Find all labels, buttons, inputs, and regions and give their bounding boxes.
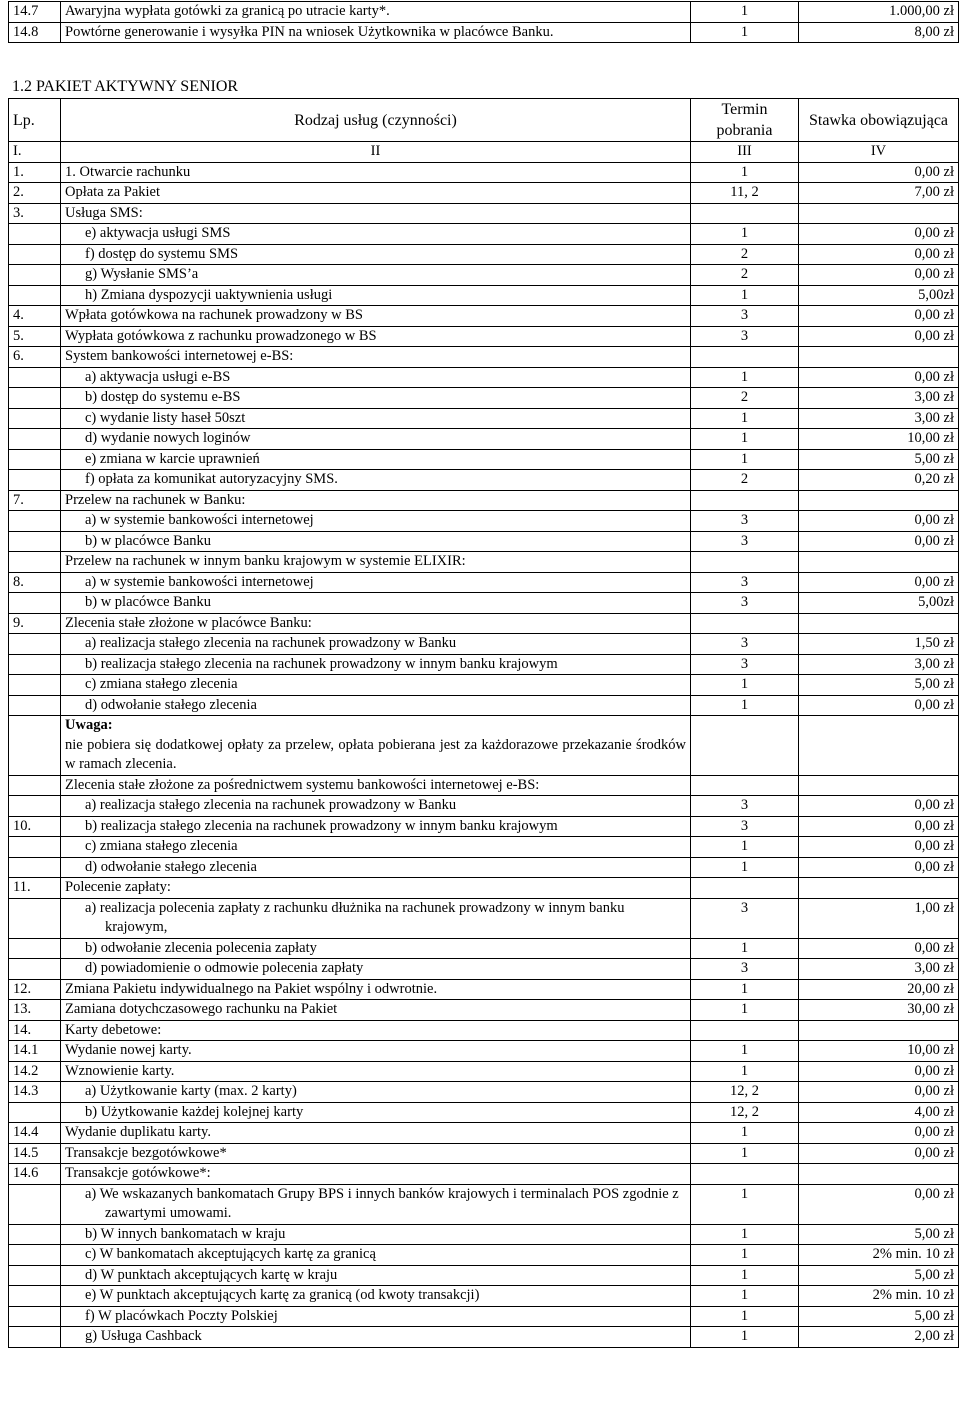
row-lp bbox=[9, 388, 61, 409]
table-row bbox=[9, 1041, 959, 1062]
note-row bbox=[9, 716, 959, 776]
row-lp bbox=[9, 1102, 61, 1123]
row-lp bbox=[9, 716, 61, 776]
row-rate: 0,00 zł bbox=[799, 162, 959, 183]
row-term: 1 bbox=[691, 979, 799, 1000]
table-row bbox=[9, 1020, 959, 1041]
row-lp bbox=[9, 675, 61, 696]
row-rate bbox=[799, 613, 959, 634]
table-row bbox=[9, 1245, 959, 1266]
row-service: g) Usługa Cashback bbox=[61, 1327, 691, 1348]
row-lp bbox=[9, 429, 61, 450]
row-term: 1 bbox=[691, 1327, 799, 1348]
row-service: Wznowienie karty. bbox=[61, 1061, 691, 1082]
row-lp bbox=[9, 1286, 61, 1307]
row-rate bbox=[799, 1164, 959, 1185]
row-rate: 30,00 zł bbox=[799, 1000, 959, 1021]
row-lp: 14.8 bbox=[9, 22, 61, 43]
row-service: Zlecenia stałe złożone w placówce Banku: bbox=[61, 613, 691, 634]
row-rate: 0,00 zł bbox=[799, 224, 959, 245]
row-lp bbox=[9, 367, 61, 388]
row-rate: 0,00 zł bbox=[799, 1061, 959, 1082]
header-rate: Stawka obowiązująca bbox=[799, 99, 959, 142]
table-row bbox=[9, 285, 959, 306]
row-lp: 8. bbox=[9, 572, 61, 593]
row-term: 2 bbox=[691, 470, 799, 491]
row-term bbox=[691, 613, 799, 634]
row-rate bbox=[799, 1020, 959, 1041]
row-service: Transakcje gotówkowe*: bbox=[61, 1164, 691, 1185]
row-service: f) dostęp do systemu SMS bbox=[61, 244, 691, 265]
row-rate: 0,00 zł bbox=[799, 1123, 959, 1144]
row-service: b) dostęp do systemu e-BS bbox=[61, 388, 691, 409]
row-rate: 3,00 zł bbox=[799, 408, 959, 429]
table-row bbox=[9, 1000, 959, 1021]
row-lp: 3. bbox=[9, 203, 61, 224]
row-term bbox=[691, 347, 799, 368]
row-service: d) odwołanie stałego zlecenia bbox=[61, 857, 691, 878]
row-service: b) Użytkowanie każdej kolejnej karty bbox=[61, 1102, 691, 1123]
row-term: 1 bbox=[691, 1123, 799, 1144]
row-rate: 5,00 zł bbox=[799, 1224, 959, 1245]
row-lp bbox=[9, 265, 61, 286]
row-lp bbox=[9, 244, 61, 265]
row-term: 1 bbox=[691, 675, 799, 696]
row-term: 3 bbox=[691, 572, 799, 593]
row-rate: 0,00 zł bbox=[799, 531, 959, 552]
row-rate: 1.000,00 zł bbox=[799, 2, 959, 23]
table-row bbox=[9, 1265, 959, 1286]
header-service: Rodzaj usług (czynności) bbox=[61, 99, 691, 142]
table-row bbox=[9, 837, 959, 858]
row-term: 1 bbox=[691, 938, 799, 959]
table-row bbox=[9, 2, 959, 23]
table-row bbox=[9, 1164, 959, 1185]
row-rate: 5,00 zł bbox=[799, 1306, 959, 1327]
table-row bbox=[9, 203, 959, 224]
row-term: 1 bbox=[691, 224, 799, 245]
row-term: 3 bbox=[691, 326, 799, 347]
row-rate: 4,00 zł bbox=[799, 1102, 959, 1123]
table-row bbox=[9, 593, 959, 614]
table-row bbox=[9, 1306, 959, 1327]
row-lp bbox=[9, 1184, 61, 1224]
header-term: Termin pobrania bbox=[691, 99, 799, 142]
row-service: b) W innych bankomatach w kraju bbox=[61, 1224, 691, 1245]
row-lp: 2. bbox=[9, 183, 61, 204]
table-row bbox=[9, 695, 959, 716]
row-service: Przelew na rachunek w innym banku krajowym w systemie ELIXIR: bbox=[61, 552, 691, 573]
table-row bbox=[9, 224, 959, 245]
row-rate: 5,00zł bbox=[799, 593, 959, 614]
row-service: b) realizacja stałego zlecenia na rachunek prowadzony w innym banku krajowym bbox=[61, 654, 691, 675]
row-term: 3 bbox=[691, 959, 799, 980]
row-lp bbox=[9, 470, 61, 491]
row-term bbox=[691, 716, 799, 776]
table-row bbox=[9, 654, 959, 675]
row-rate bbox=[799, 347, 959, 368]
row-lp bbox=[9, 224, 61, 245]
row-service: Zmiana Pakietu indywidualnego na Pakiet wspólny i odwrotnie. bbox=[61, 979, 691, 1000]
row-rate: 0,20 zł bbox=[799, 470, 959, 491]
row-rate bbox=[799, 775, 959, 796]
table-row bbox=[9, 470, 959, 491]
table-row bbox=[9, 613, 959, 634]
row-lp: 4. bbox=[9, 306, 61, 327]
row-rate bbox=[799, 878, 959, 899]
table-row bbox=[9, 162, 959, 183]
row-service: f) W placówkach Poczty Polskiej bbox=[61, 1306, 691, 1327]
table-row bbox=[9, 979, 959, 1000]
row-rate: 2% min. 10 zł bbox=[799, 1245, 959, 1266]
row-lp bbox=[9, 775, 61, 796]
row-service: c) zmiana stałego zlecenia bbox=[61, 675, 691, 696]
table-row bbox=[9, 490, 959, 511]
row-rate: 0,00 zł bbox=[799, 1082, 959, 1103]
table-row bbox=[9, 449, 959, 470]
row-term: 1 bbox=[691, 2, 799, 23]
row-lp: 6. bbox=[9, 347, 61, 368]
row-lp: 5. bbox=[9, 326, 61, 347]
row-lp bbox=[9, 654, 61, 675]
table-row bbox=[9, 511, 959, 532]
top-fee-table bbox=[8, 1, 959, 43]
row-lp bbox=[9, 938, 61, 959]
row-lp bbox=[9, 857, 61, 878]
row-lp bbox=[9, 593, 61, 614]
row-service: Zlecenia stałe złożone za pośrednictwem systemu bankowości internetowej e-BS: bbox=[61, 775, 691, 796]
row-term bbox=[691, 878, 799, 899]
row-service: c) zmiana stałego zlecenia bbox=[61, 837, 691, 858]
row-term: 1 bbox=[691, 162, 799, 183]
row-term: 1 bbox=[691, 449, 799, 470]
row-service: e) zmiana w karcie uprawnień bbox=[61, 449, 691, 470]
row-service: c) W bankomatach akceptujących kartę za granicą bbox=[61, 1245, 691, 1266]
table-row bbox=[9, 265, 959, 286]
table-row bbox=[9, 244, 959, 265]
table-row bbox=[9, 1327, 959, 1348]
table-row bbox=[9, 675, 959, 696]
row-rate: 1,00 zł bbox=[799, 898, 959, 938]
row-lp bbox=[9, 449, 61, 470]
row-service: e) W punktach akceptujących kartę za granicą (od kwoty transakcji) bbox=[61, 1286, 691, 1307]
row-service: a) w systemie bankowości internetowej bbox=[61, 511, 691, 532]
row-rate: 0,00 zł bbox=[799, 572, 959, 593]
roman-1: I. bbox=[9, 142, 61, 163]
row-service: Zamiana dotychczasowego rachunku na Pakiet bbox=[61, 1000, 691, 1021]
row-term: 1 bbox=[691, 695, 799, 716]
row-term: 3 bbox=[691, 306, 799, 327]
row-lp: 14.1 bbox=[9, 1041, 61, 1062]
row-term: 1 bbox=[691, 1245, 799, 1266]
row-lp bbox=[9, 898, 61, 938]
row-lp: 11. bbox=[9, 878, 61, 899]
table-row bbox=[9, 775, 959, 796]
row-rate: 0,00 zł bbox=[799, 837, 959, 858]
row-service: b) odwołanie zlecenia polecenia zapłaty bbox=[61, 938, 691, 959]
row-rate: 3,00 zł bbox=[799, 959, 959, 980]
table-row bbox=[9, 938, 959, 959]
table-row bbox=[9, 326, 959, 347]
row-term: 3 bbox=[691, 898, 799, 938]
row-service: d) powiadomienie o odmowie polecenia zapłaty bbox=[61, 959, 691, 980]
table-row bbox=[9, 816, 959, 837]
table-row bbox=[9, 22, 959, 43]
row-term: 1 bbox=[691, 1306, 799, 1327]
row-term: 1 bbox=[691, 408, 799, 429]
roman-2: II bbox=[61, 142, 691, 163]
row-lp: 14. bbox=[9, 1020, 61, 1041]
row-term: 1 bbox=[691, 1184, 799, 1224]
row-term: 11, 2 bbox=[691, 183, 799, 204]
row-term: 1 bbox=[691, 1286, 799, 1307]
row-service: Wydanie duplikatu karty. bbox=[61, 1123, 691, 1144]
row-service: Polecenie zapłaty: bbox=[61, 878, 691, 899]
row-rate bbox=[799, 552, 959, 573]
row-service: c) wydanie listy haseł 50szt bbox=[61, 408, 691, 429]
table-row bbox=[9, 878, 959, 899]
table-row bbox=[9, 1061, 959, 1082]
row-rate: 1,50 zł bbox=[799, 634, 959, 655]
row-lp: 14.3 bbox=[9, 1082, 61, 1103]
row-term: 1 bbox=[691, 1224, 799, 1245]
row-lp bbox=[9, 634, 61, 655]
row-rate: 5,00zł bbox=[799, 285, 959, 306]
row-lp bbox=[9, 796, 61, 817]
table-header-row bbox=[9, 99, 959, 142]
row-service: a) We wskazanych bankomatach Grupy BPS i innych banków krajowych i terminalach POS zgodnie z zawartymi umowami. bbox=[61, 1184, 691, 1224]
row-lp: 10. bbox=[9, 816, 61, 837]
row-term bbox=[691, 1164, 799, 1185]
row-service: h) Zmiana dyspozycji uaktywnienia usługi bbox=[61, 285, 691, 306]
row-term: 2 bbox=[691, 265, 799, 286]
table-row bbox=[9, 796, 959, 817]
row-rate: 8,00 zł bbox=[799, 22, 959, 43]
table-row bbox=[9, 572, 959, 593]
row-term: 1 bbox=[691, 1000, 799, 1021]
row-service: a) realizacja polecenia zapłaty z rachunku dłużnika na rachunek prowadzony w innym banku krajowym, bbox=[61, 898, 691, 938]
row-term: 12, 2 bbox=[691, 1102, 799, 1123]
row-term bbox=[691, 1020, 799, 1041]
row-term: 1 bbox=[691, 22, 799, 43]
table-row bbox=[9, 1286, 959, 1307]
row-term: 3 bbox=[691, 654, 799, 675]
row-service: a) aktywacja usługi e-BS bbox=[61, 367, 691, 388]
row-lp bbox=[9, 531, 61, 552]
row-lp bbox=[9, 837, 61, 858]
row-service: 1. Otwarcie rachunku bbox=[61, 162, 691, 183]
row-term: 2 bbox=[691, 244, 799, 265]
row-service: b) w placówce Banku bbox=[61, 593, 691, 614]
row-rate: 3,00 zł bbox=[799, 388, 959, 409]
row-lp: 13. bbox=[9, 1000, 61, 1021]
row-lp: 14.4 bbox=[9, 1123, 61, 1144]
row-rate: 0,00 zł bbox=[799, 511, 959, 532]
row-rate: 0,00 zł bbox=[799, 367, 959, 388]
row-rate: 10,00 zł bbox=[799, 429, 959, 450]
row-term: 1 bbox=[691, 367, 799, 388]
row-service: Opłata za Pakiet bbox=[61, 183, 691, 204]
row-rate: 0,00 zł bbox=[799, 244, 959, 265]
row-service: Karty debetowe: bbox=[61, 1020, 691, 1041]
table-row bbox=[9, 959, 959, 980]
table-row bbox=[9, 367, 959, 388]
row-lp: 7. bbox=[9, 490, 61, 511]
table-row bbox=[9, 429, 959, 450]
roman-3: III bbox=[691, 142, 799, 163]
row-term: 2 bbox=[691, 388, 799, 409]
row-term bbox=[691, 775, 799, 796]
row-lp bbox=[9, 408, 61, 429]
table-row bbox=[9, 1123, 959, 1144]
row-service: g) Wysłanie SMS’a bbox=[61, 265, 691, 286]
row-rate bbox=[799, 490, 959, 511]
table-row bbox=[9, 857, 959, 878]
row-service: f) opłata za komunikat autoryzacyjny SMS. bbox=[61, 470, 691, 491]
row-rate: 20,00 zł bbox=[799, 979, 959, 1000]
row-service: Awaryjna wypłata gotówki za granicą po utracie karty*. bbox=[61, 2, 691, 23]
roman-row bbox=[9, 142, 959, 163]
row-term: 3 bbox=[691, 816, 799, 837]
row-rate: 2% min. 10 zł bbox=[799, 1286, 959, 1307]
row-service: a) Użytkowanie karty (max. 2 karty) bbox=[61, 1082, 691, 1103]
table-row bbox=[9, 552, 959, 573]
row-service: Powtórne generowanie i wysyłka PIN na wniosek Użytkownika w placówce Banku. bbox=[61, 22, 691, 43]
row-term: 1 bbox=[691, 857, 799, 878]
row-rate: 3,00 zł bbox=[799, 654, 959, 675]
row-lp bbox=[9, 1327, 61, 1348]
row-rate: 10,00 zł bbox=[799, 1041, 959, 1062]
row-service: Wypłata gotówkowa z rachunku prowadzonego w BS bbox=[61, 326, 691, 347]
row-lp bbox=[9, 1265, 61, 1286]
row-service: e) aktywacja usługi SMS bbox=[61, 224, 691, 245]
row-lp: 14.6 bbox=[9, 1164, 61, 1185]
row-service: d) wydanie nowych loginów bbox=[61, 429, 691, 450]
row-term: 3 bbox=[691, 634, 799, 655]
row-service: Transakcje bezgotówkowe* bbox=[61, 1143, 691, 1164]
row-rate: 0,00 zł bbox=[799, 1184, 959, 1224]
row-lp bbox=[9, 1224, 61, 1245]
row-term: 3 bbox=[691, 511, 799, 532]
row-lp bbox=[9, 285, 61, 306]
row-lp bbox=[9, 511, 61, 532]
row-term: 3 bbox=[691, 593, 799, 614]
row-lp bbox=[9, 959, 61, 980]
table-row bbox=[9, 183, 959, 204]
row-lp: 9. bbox=[9, 613, 61, 634]
table-row bbox=[9, 1102, 959, 1123]
row-term bbox=[691, 552, 799, 573]
row-lp: 1. bbox=[9, 162, 61, 183]
table-row bbox=[9, 408, 959, 429]
row-rate: 2,00 zł bbox=[799, 1327, 959, 1348]
row-rate: 5,00 zł bbox=[799, 675, 959, 696]
row-rate: 7,00 zł bbox=[799, 183, 959, 204]
row-term: 1 bbox=[691, 429, 799, 450]
row-lp bbox=[9, 1306, 61, 1327]
row-term bbox=[691, 203, 799, 224]
row-term: 3 bbox=[691, 796, 799, 817]
row-service: System bankowości internetowej e-BS: bbox=[61, 347, 691, 368]
row-term: 12, 2 bbox=[691, 1082, 799, 1103]
row-rate: 5,00 zł bbox=[799, 449, 959, 470]
row-term: 1 bbox=[691, 837, 799, 858]
row-term: 1 bbox=[691, 285, 799, 306]
row-rate: 0,00 zł bbox=[799, 1143, 959, 1164]
row-rate: 0,00 zł bbox=[799, 265, 959, 286]
row-rate: 0,00 zł bbox=[799, 938, 959, 959]
row-lp bbox=[9, 695, 61, 716]
row-rate: 0,00 zł bbox=[799, 306, 959, 327]
row-lp: 12. bbox=[9, 979, 61, 1000]
row-rate: 0,00 zł bbox=[799, 857, 959, 878]
table-row bbox=[9, 347, 959, 368]
row-service: a) realizacja stałego zlecenia na rachunek prowadzony w Banku bbox=[61, 796, 691, 817]
row-lp bbox=[9, 1245, 61, 1266]
row-term: 1 bbox=[691, 1265, 799, 1286]
note-cell bbox=[61, 716, 691, 776]
row-rate: 0,00 zł bbox=[799, 326, 959, 347]
row-rate bbox=[799, 203, 959, 224]
row-term: 1 bbox=[691, 1143, 799, 1164]
row-service: Przelew na rachunek w Banku: bbox=[61, 490, 691, 511]
row-lp bbox=[9, 552, 61, 573]
row-service: Wydanie nowej karty. bbox=[61, 1041, 691, 1062]
table-row bbox=[9, 1082, 959, 1103]
table-row bbox=[9, 1184, 959, 1224]
row-service: a) w systemie bankowości internetowej bbox=[61, 572, 691, 593]
row-service: Usługa SMS: bbox=[61, 203, 691, 224]
row-service: a) realizacja stałego zlecenia na rachunek prowadzony w Banku bbox=[61, 634, 691, 655]
fee-table bbox=[8, 98, 959, 1348]
row-service: Wpłata gotówkowa na rachunek prowadzony w BS bbox=[61, 306, 691, 327]
row-rate: 0,00 zł bbox=[799, 695, 959, 716]
row-service: b) w placówce Banku bbox=[61, 531, 691, 552]
row-rate: 5,00 zł bbox=[799, 1265, 959, 1286]
row-service: d) W punktach akceptujących kartę w kraju bbox=[61, 1265, 691, 1286]
roman-4: IV bbox=[799, 142, 959, 163]
section-title: 1.2 PAKIET AKTYWNY SENIOR bbox=[12, 78, 239, 95]
table-row bbox=[9, 898, 959, 938]
table-row bbox=[9, 1143, 959, 1164]
table-row bbox=[9, 388, 959, 409]
row-term: 1 bbox=[691, 1041, 799, 1062]
row-rate bbox=[799, 716, 959, 776]
note-text: nie pobiera się dodatkowej opłaty za przelew, opłata pobierana jest za każdorazowe przekazanie środków w ramach zlecenia. bbox=[65, 736, 686, 772]
table-row bbox=[9, 531, 959, 552]
table-row bbox=[9, 1224, 959, 1245]
header-lp: Lp. bbox=[9, 99, 61, 142]
row-rate: 0,00 zł bbox=[799, 796, 959, 817]
table-row bbox=[9, 306, 959, 327]
row-term: 1 bbox=[691, 1061, 799, 1082]
row-lp: 14.7 bbox=[9, 2, 61, 23]
row-service: d) odwołanie stałego zlecenia bbox=[61, 695, 691, 716]
row-service: b) realizacja stałego zlecenia na rachunek prowadzony w innym banku krajowym bbox=[61, 816, 691, 837]
row-term: 3 bbox=[691, 531, 799, 552]
note-label: Uwaga: bbox=[65, 717, 113, 733]
row-term bbox=[691, 490, 799, 511]
row-lp: 14.2 bbox=[9, 1061, 61, 1082]
table-row bbox=[9, 634, 959, 655]
row-lp: 14.5 bbox=[9, 1143, 61, 1164]
row-rate: 0,00 zł bbox=[799, 816, 959, 837]
